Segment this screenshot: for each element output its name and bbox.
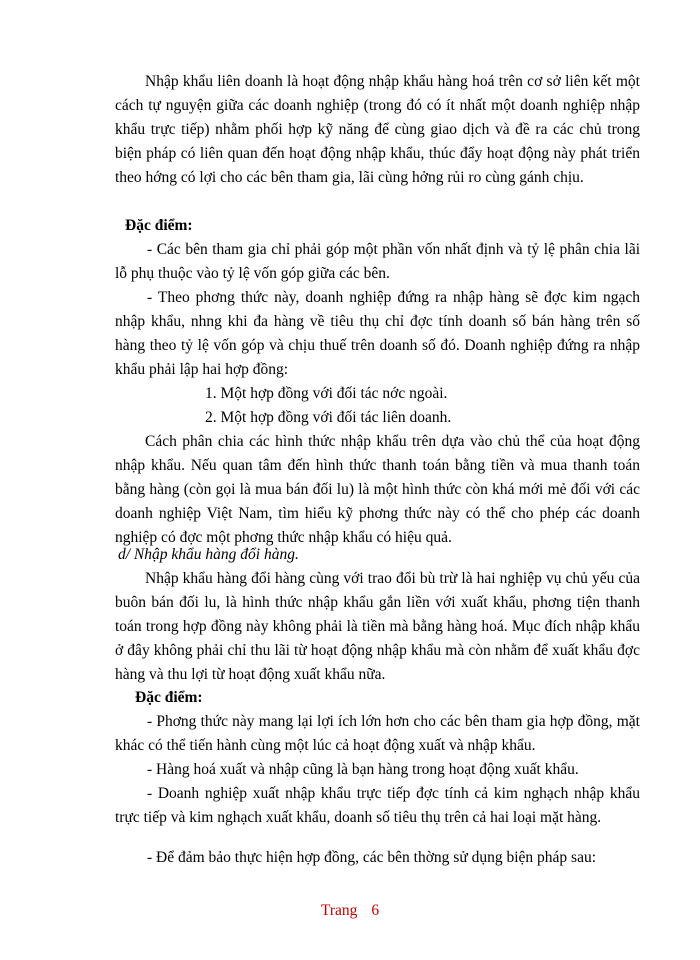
heading-characteristics-2: Đặc điểm:: [135, 689, 203, 706]
footer-page-number: 6: [371, 902, 380, 919]
paragraph-joint-venture-import: Nhập khẩu liên doanh là hoạt động nhập khẩu hàng hoá trên cơ sở liên kết một cách tự nguyện giữa các doanh nghiệp (trong đó có ít nhất một doanh nghiệp nhập khẩu trực tiếp) nhằm phối hợp kỹ năng để cùng giao dịch và đề ra các chủ trong biện pháp có liên quan đến hoạt động nhập khẩu, thúc đẩy hoạt động này phát triển theo hớng có lợi cho các bên tham gia, lãi cùng hởng rủi ro cùng gánh chịu.: [115, 73, 640, 186]
paragraph-capital-contribution: - Các bên tham gia chỉ phải góp một phần vốn nhất định và tỷ lệ phân chia lãi lỗ phụ thuộc vào tỷ lệ vốn góp giữa các bên.: [115, 241, 640, 282]
list-item: 2. Một hợp đồng với đối tác liên doanh.: [205, 409, 452, 426]
paragraph-classification: Cách phân chia các hình thức nhập khẩu trên dựa vào chủ thể của hoạt động nhập khẩu. Nếu quan tâm đến hình thức thanh toán bằng tiền và mua thanh toán bằng hàng (còn gọi là mua bán đối lu) là một hình thức còn khá mới mẻ đối với các doanh nghiệp Việt Nam, tìm hiểu kỹ phơng thức này có thể cho phép các doanh nghiệp có đợc một phơng thức nhập khẩu có hiệu quả.: [115, 433, 640, 546]
paragraph-import-turnover: - Theo phơng thức này, doanh nghiệp đứng ra nhập hàng sẽ đợc kim ngạch nhập khẩu, nhng khi đa hàng về tiêu thụ chỉ đợc tính doanh số bán hàng trên số hàng theo tỷ lệ vốn góp và chịu thuế trên doanh số đó. Doanh nghiệp đứng ra nhập khẩu phải lập hai hợp đồng:: [115, 289, 640, 378]
paragraph-contract-measures: - Để đảm bảo thực hiện hợp đồng, các bên thờng sử dụng biện pháp sau:: [147, 849, 597, 866]
paragraph-barter-import: Nhập khẩu hàng đổi hàng cùng với trao đổi bù trừ là hai nghiệp vụ chủ yếu của buôn bán đối lu, là hình thức nhập khẩu gắn liền với xuất khẩu, phơng tiện thanh toán trong hợp đồng này không phải là tiền mà bằng hàng hoá. Mục đích nhập khẩu ở đây không phải chỉ thu lãi từ hoạt động nhập khẩu mà còn nhằm để xuất khẩu đợc hàng và thu lợi từ hoạt động xuất khẩu nữa.: [115, 570, 640, 683]
section-heading-barter: d/ Nhập khẩu hàng đổi hàng.: [118, 546, 299, 563]
paragraph-benefits: - Phơng thức này mang lại lợi ích lớn hơn cho các bên tham gia hợp đồng, mặt khác có thể tiến hành cùng một lúc cả hoạt động xuất và nhập khẩu.: [115, 713, 640, 754]
paragraph-turnover-counting: - Doanh nghiệp xuất nhập khẩu trực tiếp đợc tính cả kim nghạch nhập khẩu trực tiếp và kim nghạch xuất khẩu, doanh số tiêu thụ trên cả hai loại mặt hàng.: [115, 785, 640, 826]
footer-page-label: Trang: [320, 902, 358, 919]
contract-list: [205, 382, 605, 430]
heading-characteristics-1: Đặc điểm:: [125, 217, 193, 234]
paragraph-goods-partners: - Hàng hoá xuất và nhập cũng là bạn hàng trong hoạt động xuất khẩu.: [147, 761, 579, 778]
page-footer: [0, 900, 700, 922]
list-item: 1. Một hợp đồng với đối tác nớc ngoài.: [205, 385, 448, 402]
